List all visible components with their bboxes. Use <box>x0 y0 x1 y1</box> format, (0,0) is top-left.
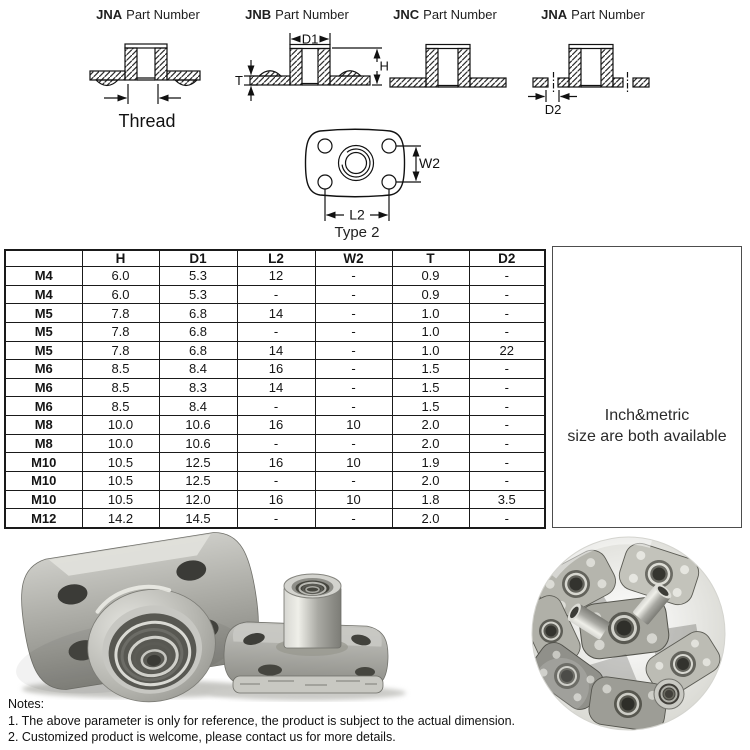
table-row <box>5 360 545 379</box>
table-cell: 14 <box>237 378 315 397</box>
table-cell: - <box>237 322 315 341</box>
table-cell: 14.2 <box>82 509 159 528</box>
note-item-2: 2. Customized product is welcome, please contact us for more details. <box>8 730 396 744</box>
table-cell: 3.5 <box>469 490 545 509</box>
table-cell: 6.8 <box>159 304 237 323</box>
table-cell: 2.0 <box>392 434 469 453</box>
table-row <box>5 341 545 360</box>
table-cell: 10 <box>315 490 392 509</box>
table-row <box>5 471 545 490</box>
table-cell: 5.3 <box>159 285 237 304</box>
table-cell: 10.6 <box>159 416 237 435</box>
table-header-row <box>5 250 545 267</box>
row-label: M6 <box>5 360 82 379</box>
jnc-cross-section <box>390 45 506 88</box>
table-row <box>5 267 545 286</box>
row-label: M12 <box>5 509 82 528</box>
row-label: M4 <box>5 285 82 304</box>
table-cell: - <box>469 397 545 416</box>
availability-line-1: Inch&metric <box>604 407 690 424</box>
part-label: Part Number <box>126 7 200 22</box>
table-cell: - <box>469 509 545 528</box>
table-cell: 14 <box>237 304 315 323</box>
row-label: M10 <box>5 490 82 509</box>
table-cell: - <box>469 378 545 397</box>
table-cell: 10.6 <box>159 434 237 453</box>
table-cell: 6.0 <box>82 285 159 304</box>
w2-dim-label: W2 <box>419 155 440 171</box>
table-cell: 12.5 <box>159 453 237 472</box>
row-label: M8 <box>5 416 82 435</box>
table-cell: 6.8 <box>159 322 237 341</box>
column-header: T <box>392 250 469 267</box>
table-cell: 6.8 <box>159 341 237 360</box>
table-cell: 0.9 <box>392 267 469 286</box>
table-cell: - <box>315 285 392 304</box>
table-cell: 14.5 <box>159 509 237 528</box>
table-cell: 2.0 <box>392 509 469 528</box>
table-row <box>5 322 545 341</box>
part-code: JNA <box>541 7 568 22</box>
table-cell: - <box>237 509 315 528</box>
table-cell: - <box>469 304 545 323</box>
table-cell: - <box>315 341 392 360</box>
table-cell: - <box>237 434 315 453</box>
part-label: Part Number <box>423 7 497 22</box>
table-cell: - <box>315 378 392 397</box>
part-code: JNC <box>393 7 420 22</box>
column-header <box>5 250 82 267</box>
table-row <box>5 490 545 509</box>
table-cell: - <box>315 267 392 286</box>
table-cell: 12.5 <box>159 471 237 490</box>
row-label: M6 <box>5 397 82 416</box>
table-cell: 16 <box>237 453 315 472</box>
table-cell: 1.0 <box>392 341 469 360</box>
table-cell: - <box>469 360 545 379</box>
table-cell: 8.4 <box>159 360 237 379</box>
table-cell: 7.8 <box>82 322 159 341</box>
d2-dim-label: D2 <box>544 102 562 117</box>
table-row <box>5 378 545 397</box>
table-cell: - <box>315 304 392 323</box>
table-cell: - <box>315 322 392 341</box>
notes-block <box>8 696 568 746</box>
spec-table-body <box>5 267 545 529</box>
table-cell: 1.0 <box>392 304 469 323</box>
table-cell: 1.5 <box>392 378 469 397</box>
column-header: H <box>82 250 159 267</box>
table-cell: 10.0 <box>82 434 159 453</box>
table-cell: 8.5 <box>82 378 159 397</box>
table-cell: 8.3 <box>159 378 237 397</box>
table-cell: 2.0 <box>392 416 469 435</box>
table-cell: 2.0 <box>392 471 469 490</box>
thread-dim-label: Thread <box>118 111 176 131</box>
table-cell: 8.5 <box>82 360 159 379</box>
part-code: JNA <box>96 7 123 22</box>
row-label: M6 <box>5 378 82 397</box>
part-label: Part Number <box>275 7 349 22</box>
row-label: M10 <box>5 471 82 490</box>
table-row <box>5 304 545 323</box>
table-cell: - <box>469 453 545 472</box>
table-cell: 1.8 <box>392 490 469 509</box>
row-label: M5 <box>5 341 82 360</box>
table-cell: - <box>315 471 392 490</box>
table-cell: 1.9 <box>392 453 469 472</box>
table-cell: 12.0 <box>159 490 237 509</box>
table-row <box>5 434 545 453</box>
table-cell: - <box>237 397 315 416</box>
row-label: M10 <box>5 453 82 472</box>
row-label: M8 <box>5 434 82 453</box>
table-cell: - <box>469 416 545 435</box>
table-cell: 0.9 <box>392 285 469 304</box>
table-row <box>5 285 545 304</box>
type2-caption: Type 2 <box>334 224 380 241</box>
table-cell: 22 <box>469 341 545 360</box>
table-cell: - <box>315 434 392 453</box>
d1-dim-label: D1 <box>301 31 319 47</box>
column-header: W2 <box>315 250 392 267</box>
note-item-1: 1. The above parameter is only for reference, the product is subject to the actual dimension. <box>8 713 515 728</box>
table-cell: 8.5 <box>82 397 159 416</box>
table-cell: 1.5 <box>392 397 469 416</box>
table-cell: 1.5 <box>392 360 469 379</box>
table-cell: 8.4 <box>159 397 237 416</box>
type2-top-view <box>306 129 441 241</box>
table-cell: - <box>237 471 315 490</box>
table-cell: - <box>237 285 315 304</box>
technical-drawings <box>0 0 750 245</box>
jna-cross-section-1 <box>90 44 200 131</box>
table-cell: - <box>315 360 392 379</box>
table-cell: 7.8 <box>82 304 159 323</box>
t-dim-label: T <box>235 73 243 88</box>
table-cell: - <box>469 322 545 341</box>
column-header: L2 <box>237 250 315 267</box>
table-cell: 12 <box>237 267 315 286</box>
part-code: JNB <box>245 7 272 22</box>
notes-title: Notes: <box>8 697 45 711</box>
availability-box <box>552 246 742 528</box>
table-cell: 10.5 <box>82 471 159 490</box>
availability-text <box>553 247 741 447</box>
table-cell: - <box>469 285 545 304</box>
table-cell: 10 <box>315 453 392 472</box>
table-cell: - <box>469 267 545 286</box>
table-cell: 16 <box>237 360 315 379</box>
dimension-table <box>4 249 546 529</box>
table-cell: 1.0 <box>392 322 469 341</box>
table-cell: 10.0 <box>82 416 159 435</box>
table-cell: - <box>315 509 392 528</box>
table-row <box>5 416 545 435</box>
l2-dim-label: L2 <box>349 206 365 223</box>
jna-cross-section-2 <box>528 45 649 118</box>
part-label: Part Number <box>571 7 645 22</box>
table-cell: 10.5 <box>82 453 159 472</box>
column-header: D1 <box>159 250 237 267</box>
table-cell: 10.5 <box>82 490 159 509</box>
table-cell: 6.0 <box>82 267 159 286</box>
table-row <box>5 453 545 472</box>
table-cell: 5.3 <box>159 267 237 286</box>
row-label: M5 <box>5 322 82 341</box>
column-header: D2 <box>469 250 545 267</box>
table-cell: - <box>469 434 545 453</box>
table-cell: 16 <box>237 490 315 509</box>
product-photo-pair <box>0 523 490 708</box>
table-cell: - <box>469 471 545 490</box>
table-cell: - <box>315 397 392 416</box>
table-cell: 16 <box>237 416 315 435</box>
table-cell: 7.8 <box>82 341 159 360</box>
table-cell: 14 <box>237 341 315 360</box>
jnb-cross-section <box>235 32 389 102</box>
h-dim-label: H <box>379 58 389 74</box>
row-label: M4 <box>5 267 82 286</box>
weld-nut-photo-front <box>0 528 270 708</box>
availability-line-2: size are both available <box>567 428 727 445</box>
table-cell: 10 <box>315 416 392 435</box>
table-row <box>5 397 545 416</box>
row-label: M5 <box>5 304 82 323</box>
